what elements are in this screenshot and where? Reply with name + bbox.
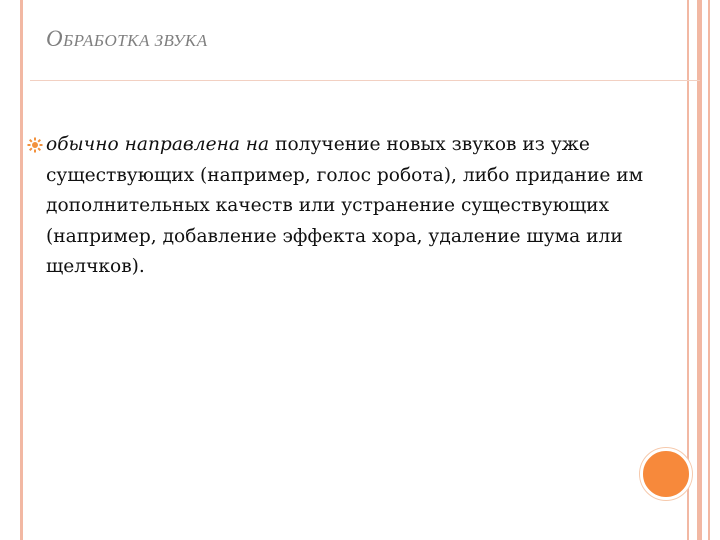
left-decor-line — [20, 0, 23, 540]
right-decor-line — [708, 0, 710, 540]
title-first-letter: О — [46, 26, 64, 51]
sun-bullet-icon — [27, 137, 43, 153]
title-rest: БРАБОТКА ЗВУКА — [63, 31, 208, 50]
title-divider — [30, 80, 700, 81]
decor-circle — [640, 448, 692, 500]
right-decor-line-thick — [697, 0, 702, 540]
slide-title — [46, 26, 208, 52]
bullet-emphasis: обычно направлена на — [46, 134, 270, 155]
bullet-text — [46, 130, 686, 283]
bullet-body: получение новых звуков из уже существующих (например, голос робота), либо придание им дополнительных качеств или устранение существующих (например, добавление эффекта хора, удаление шума или щелчков). — [46, 134, 644, 277]
